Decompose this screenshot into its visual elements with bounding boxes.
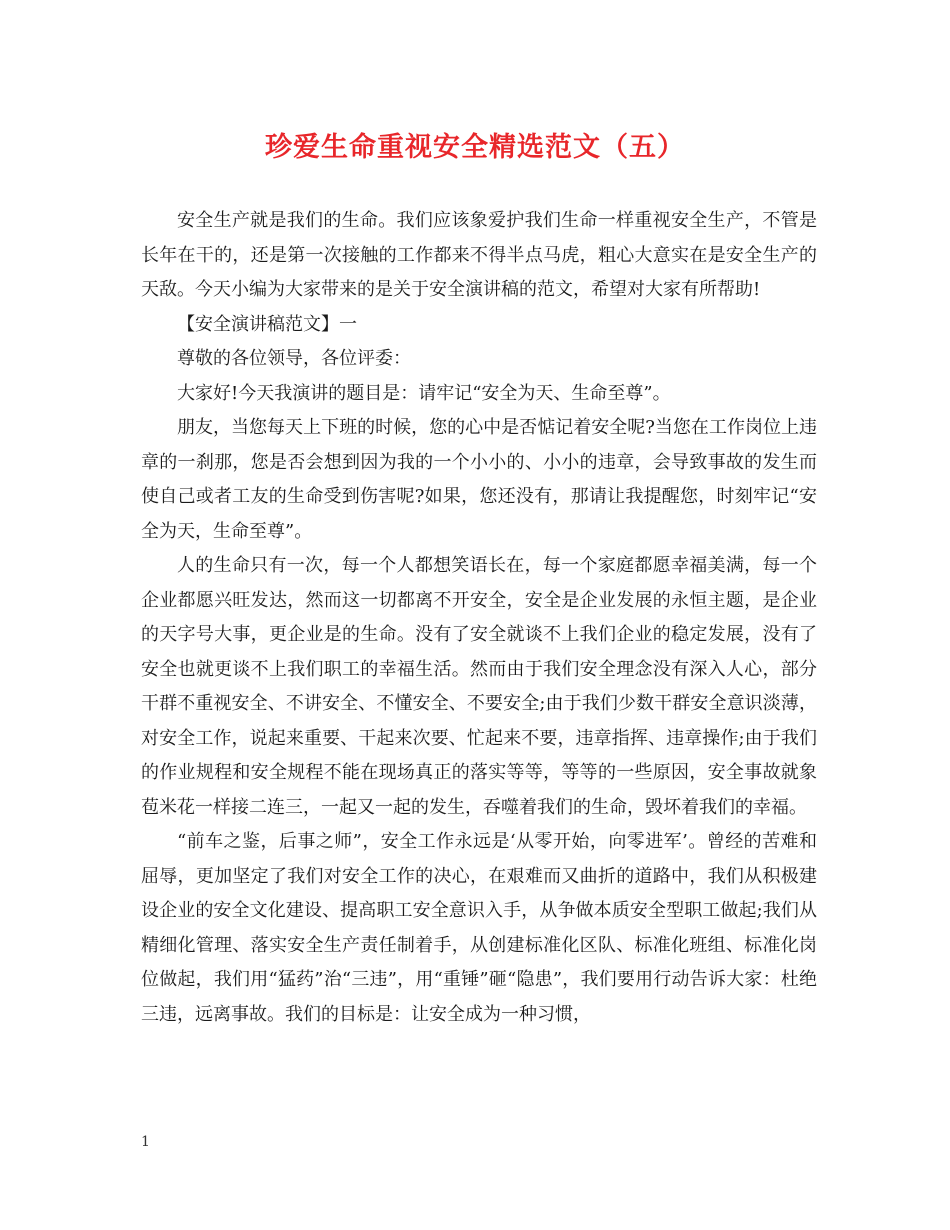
- paragraph-lesson: “前车之鉴，后事之师”，安全工作永远是‘从零开始，向零进军’。曾经的苦难和屈辱，更加坚定了我们对安全工作的决心，在艰难而又曲折的道路中，我们从积极建设企业的安全文化建设、提高职工安全意识入手，从争做本质安全型职工做起;我们从精细化管理、落实安全生产责任制着手，从创建标准化区队、标准化班组、标准化岗位做起，我们用“猛药”治“三违”，用“重锤”砸“隐患”，我们要用行动告诉大家：杜绝三违，远离事故。我们的目标是：让安全成为一种习惯，: [141, 831, 817, 1025]
- page-number: 1: [141, 1134, 150, 1150]
- paragraph-life: 人的生命只有一次，每一个人都想笑语长在，每一个家庭都愿幸福美满，每一个企业都愿兴旺发达，然而这一切都离不开安全，安全是企业发展的永恒主题，是企业的天字号大事，更企业是的生命。没有了安全就谈不上我们企业的稳定发展，没有了安全也就更谈不上我们职工的幸福生活。然而由于我们安全理念没有深入人心，部分干群不重视安全、不讲安全、不懂安全、不要安全;由于我们少数干群安全意识淡薄，对安全工作，说起来重要、干起来次要、忙起来不要，违章指挥、违章操作;由于我们的作业规程和安全规程不能在现场真正的落实等等，等等的一些原因，安全事故就象苞米花一样接二连三，一起又一起的发生，吞噬着我们的生命，毁坏着我们的幸福。: [141, 555, 817, 818]
- paragraph-friends: 朋友，当您每天上下班的时候，您的心中是否惦记着安全呢?当您在工作岗位上违章的一刹那，您是否会想到因为我的一个小小的、小小的违章，会导致事故的发生而使自己或者工友的生命受到伤害呢?如果，您还没有，那请让我提醒您，时刻牢记“安全为天，生命至尊”。: [141, 417, 817, 542]
- paragraph-greeting: 大家好!今天我演讲的题目是：请牢记“安全为天、生命至尊”。: [177, 382, 671, 404]
- paragraph-section-heading: 【安全演讲稿范文】一: [177, 313, 357, 335]
- paragraph-intro: 安全生产就是我们的生命。我们应该象爱护我们生命一样重视安全生产，不管是长年在干的，还是第一次接触的工作都来不得半点马虎，粗心大意实在是安全生产的天敌。今天小编为大家带来的是关于安全演讲稿的范文，希望对大家有所帮助!: [141, 210, 817, 300]
- document-title: 珍爱生命重视安全精选范文（五）: [265, 132, 685, 163]
- paragraph-salutation: 尊敬的各位领导，各位评委：: [177, 348, 411, 369]
- document-body: [141, 204, 817, 1032]
